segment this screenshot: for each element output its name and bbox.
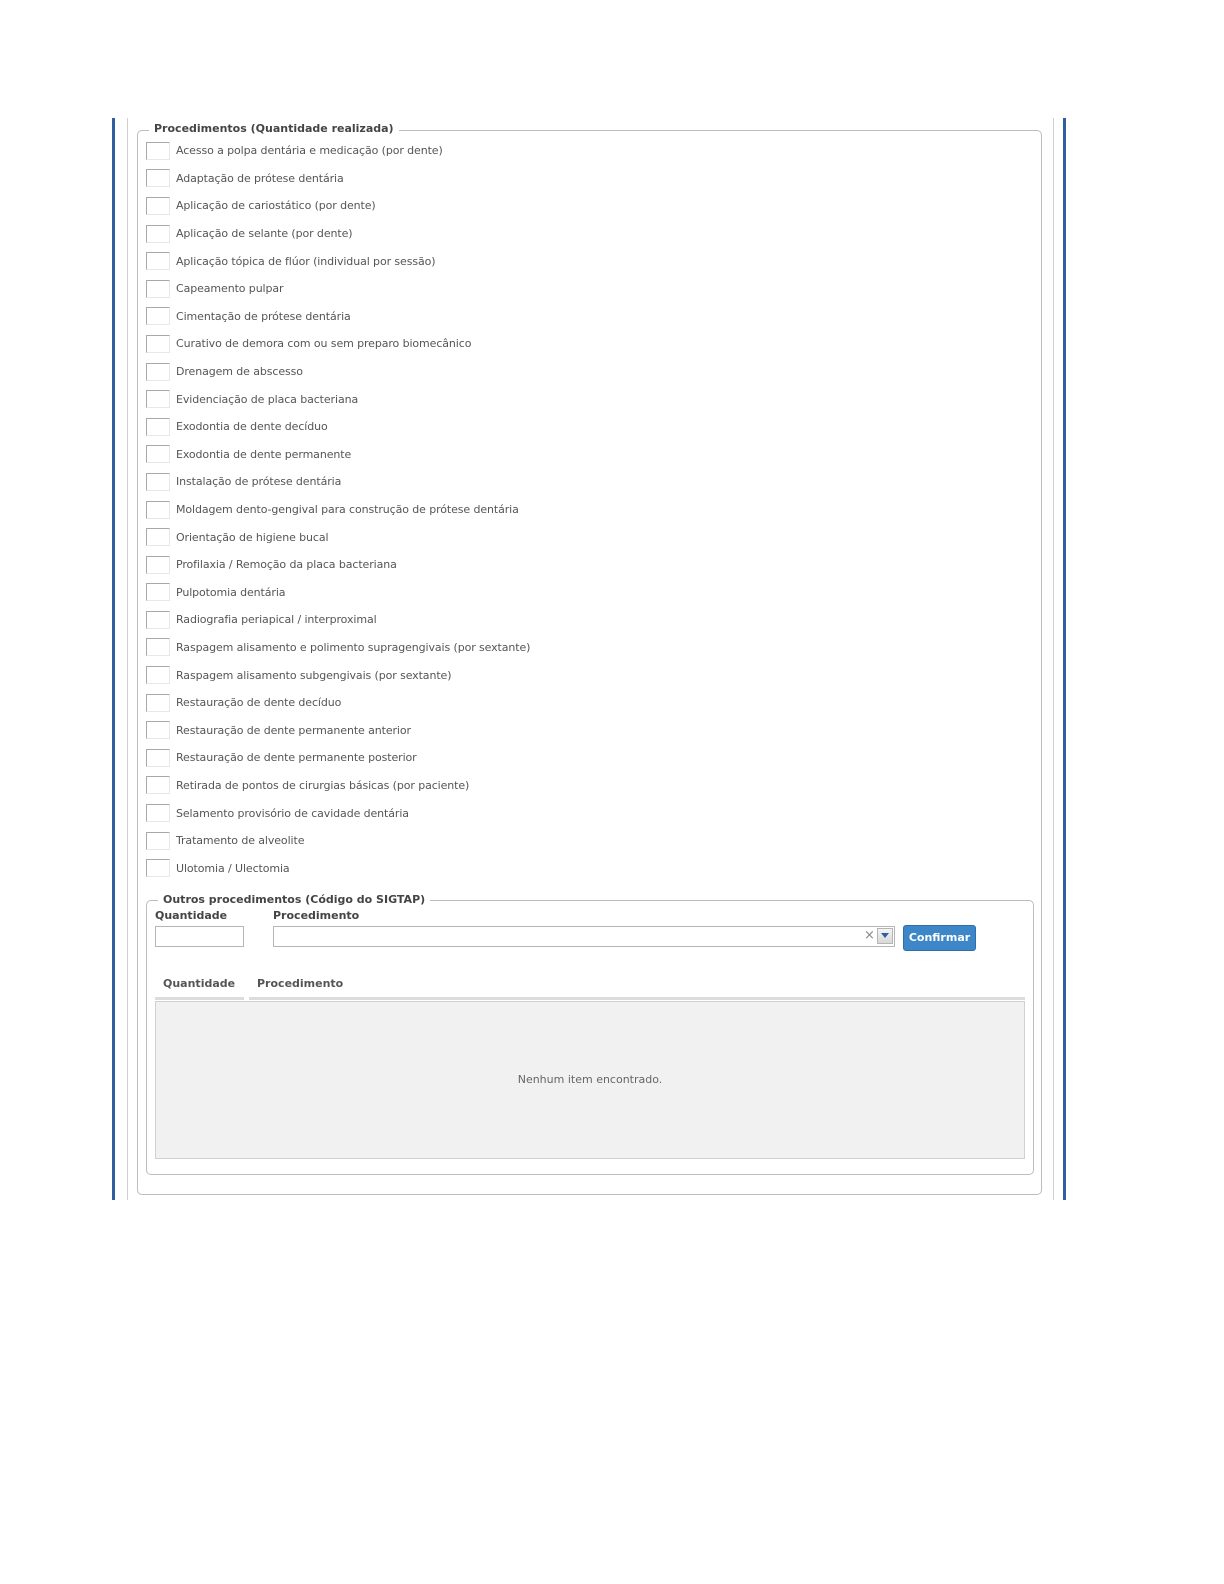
- procedimento-item: [146, 579, 530, 607]
- procedimento-label: Ulotomia / Ulectomia: [176, 861, 290, 875]
- procedimento-quantidade-input[interactable]: [146, 749, 170, 767]
- quantidade-input[interactable]: [155, 926, 244, 947]
- procedimento-label: Moldagem dento-gengival para construção de prótese dentária: [176, 503, 519, 517]
- procedimento-quantidade-input[interactable]: [146, 583, 170, 601]
- procedimento-item: [146, 496, 530, 524]
- procedimento-label: Aplicação de selante (por dente): [176, 227, 353, 241]
- procedimento-label: Exodontia de dente decíduo: [176, 420, 328, 434]
- procedimento-item: [146, 827, 530, 855]
- procedimento-quantidade-input[interactable]: [146, 666, 170, 684]
- procedimento-quantidade-input[interactable]: [146, 225, 170, 243]
- procedimento-item: [146, 551, 530, 579]
- procedimento-quantidade-input[interactable]: [146, 501, 170, 519]
- procedimento-quantidade-input[interactable]: [146, 556, 170, 574]
- procedimento-quantidade-input[interactable]: [146, 197, 170, 215]
- procedimento-quantidade-input[interactable]: [146, 694, 170, 712]
- procedimento-label: Restauração de dente decíduo: [176, 696, 342, 710]
- procedimento-quantidade-input[interactable]: [146, 280, 170, 298]
- procedimento-label: Pulpotomia dentária: [176, 585, 286, 599]
- procedimento-quantidade-input[interactable]: [146, 363, 170, 381]
- chevron-down-icon[interactable]: [877, 928, 893, 944]
- procedimento-select[interactable]: [273, 926, 895, 947]
- procedimento-quantidade-input[interactable]: [146, 473, 170, 491]
- procedimento-label: Raspagem alisamento e polimento supragengivais (por sextante): [176, 640, 531, 654]
- procedimento-quantidade-input[interactable]: [146, 142, 170, 160]
- procedimento-quantidade-input[interactable]: [146, 390, 170, 408]
- procedimento-item: [146, 441, 530, 469]
- procedimento-label: Raspagem alisamento subgengivais (por sextante): [176, 668, 452, 682]
- clear-icon[interactable]: ×: [864, 928, 875, 943]
- procedimento-item: [146, 689, 530, 717]
- divider-right: [1053, 118, 1054, 1200]
- procedimento-item: [146, 358, 530, 386]
- procedimento-label: Aplicação de cariostático (por dente): [176, 199, 376, 213]
- divider-left: [127, 118, 128, 1200]
- procedimento-label: Profilaxia / Remoção da placa bacteriana: [176, 558, 397, 572]
- procedimento-label: Instalação de prótese dentária: [176, 475, 342, 489]
- column-resize-gap: [244, 997, 249, 1000]
- procedimento-item: [146, 772, 530, 800]
- procedimento-label: Selamento provisório de cavidade dentária: [176, 806, 409, 820]
- procedimento-item: [146, 413, 530, 441]
- procedimento-item: [146, 744, 530, 772]
- procedimento-quantidade-input[interactable]: [146, 721, 170, 739]
- procedimento-item: [146, 854, 530, 882]
- procedimento-quantidade-input[interactable]: [146, 335, 170, 353]
- procedimento-label: Cimentação de prótese dentária: [176, 309, 351, 323]
- outros-legend: Outros procedimentos (Código do SIGTAP): [158, 893, 430, 907]
- procedimento-label: Procedimento: [273, 909, 360, 922]
- procedimento-item: [146, 220, 530, 248]
- procedimento-quantidade-input[interactable]: [146, 804, 170, 822]
- procedimento-item: [146, 799, 530, 827]
- empty-table-message: Nenhum item encontrado.: [517, 1073, 663, 1086]
- procedimento-label: Orientação de higiene bucal: [176, 530, 329, 544]
- procedimento-item: [146, 192, 530, 220]
- procedimento-label: Adaptação de prótese dentária: [176, 171, 344, 185]
- procedimento-quantidade-input[interactable]: [146, 528, 170, 546]
- procedimento-item: [146, 634, 530, 662]
- procedimento-item: [146, 247, 530, 275]
- procedimento-label: Exodontia de dente permanente: [176, 447, 352, 461]
- procedimento-label: Curativo de demora com ou sem preparo biomecânico: [176, 337, 472, 351]
- procedimento-item: [146, 661, 530, 689]
- procedimento-label: Acesso a polpa dentária e medicação (por dente): [176, 144, 443, 158]
- quantidade-label: Quantidade: [155, 909, 228, 922]
- procedimento-item: [146, 385, 530, 413]
- procedimento-label: Evidenciação de placa bacteriana: [176, 392, 359, 406]
- procedimento-quantidade-input[interactable]: [146, 638, 170, 656]
- procedimento-item: [146, 275, 530, 303]
- table-header-divider: [155, 997, 1025, 1000]
- procedimento-item: [146, 468, 530, 496]
- procedimento-quantidade-input[interactable]: [146, 445, 170, 463]
- procedimento-label: Drenagem de abscesso: [176, 365, 303, 379]
- procedimento-quantidade-input[interactable]: [146, 776, 170, 794]
- procedimento-item: [146, 716, 530, 744]
- procedimentos-list: [146, 137, 530, 882]
- procedimento-label: Aplicação tópica de flúor (individual por sessão): [176, 254, 436, 268]
- procedimento-item: [146, 165, 530, 193]
- procedimento-item: [146, 330, 530, 358]
- procedimento-label: Restauração de dente permanente posterior: [176, 751, 417, 765]
- procedimento-label: Retirada de pontos de cirurgias básicas (por paciente): [176, 778, 470, 792]
- column-header-procedimento[interactable]: Procedimento: [257, 977, 344, 990]
- procedimento-quantidade-input[interactable]: [146, 832, 170, 850]
- procedimento-quantidade-input[interactable]: [146, 169, 170, 187]
- procedimento-item: [146, 523, 530, 551]
- procedimento-quantidade-input[interactable]: [146, 859, 170, 877]
- procedimento-quantidade-input[interactable]: [146, 611, 170, 629]
- procedimento-quantidade-input[interactable]: [146, 418, 170, 436]
- confirmar-button[interactable]: Confirmar: [903, 925, 976, 951]
- procedimento-label: Radiografia periapical / interproximal: [176, 613, 377, 627]
- procedimento-label: Tratamento de alveolite: [176, 834, 305, 848]
- procedimento-label: Capeamento pulpar: [176, 282, 284, 296]
- procedimentos-legend: Procedimentos (Quantidade realizada): [149, 122, 399, 136]
- procedimento-quantidade-input[interactable]: [146, 307, 170, 325]
- procedimento-label: Restauração de dente permanente anterior: [176, 723, 411, 737]
- procedimento-quantidade-input[interactable]: [146, 252, 170, 270]
- procedimento-item: [146, 606, 530, 634]
- column-header-quantidade[interactable]: Quantidade: [163, 977, 236, 990]
- procedimento-item: [146, 303, 530, 331]
- procedimento-item: [146, 137, 530, 165]
